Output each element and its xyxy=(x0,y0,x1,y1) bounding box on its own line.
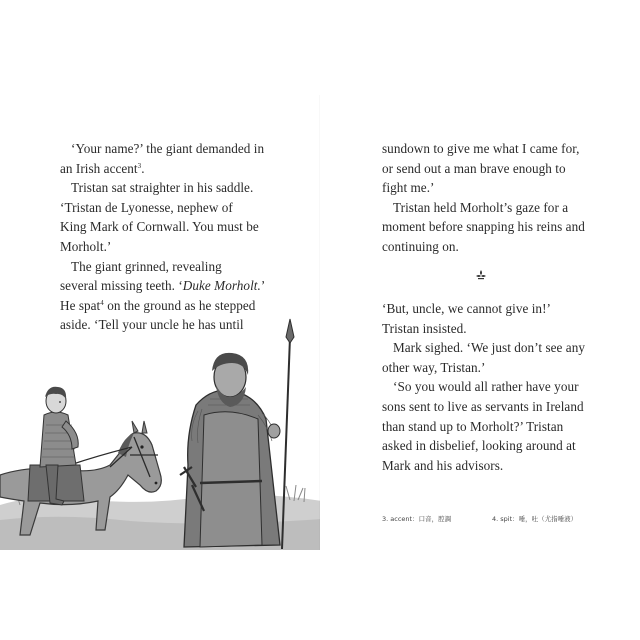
fleuron-icon xyxy=(474,268,488,282)
footnote-spit: 4. spit：唾，吐（尤指唾液） xyxy=(492,515,578,523)
text-line: ‘But, uncle, we cannot give in!’ xyxy=(382,301,551,316)
text-line: or send out a man brave enough to xyxy=(382,160,566,176)
footnote-marker: 3 xyxy=(137,161,142,170)
text-line: Mark and his advisors. xyxy=(382,457,504,473)
right-page-text-bottom xyxy=(382,299,632,475)
footnote-accent: 3. accent：口音，腔調 xyxy=(382,515,452,523)
text-line: ‘Your name?’ the giant demanded in xyxy=(71,141,265,156)
text-line: sundown to give me what I came for, xyxy=(382,141,580,156)
footnote-marker: 4 xyxy=(100,298,104,307)
tristan-morholt-illustration xyxy=(0,315,322,550)
right-page-text-top xyxy=(382,139,632,257)
text-line: The giant grinned, revealing xyxy=(71,258,222,274)
text-line: He spat$^4$ on the ground as he stepped xyxy=(60,297,256,313)
text-line: Mark sighed. ‘We just don’t see any xyxy=(393,340,585,356)
text-line: Morholt.’ xyxy=(60,238,112,254)
text-line: Tristan insisted. xyxy=(382,320,467,336)
left-page-text xyxy=(60,139,310,335)
text-line: aside. ‘Tell your uncle he has until xyxy=(60,317,244,333)
text-line: other way, Tristan.’ xyxy=(382,359,486,375)
text-line: sons sent to live as servants in Ireland xyxy=(382,398,584,414)
text-line: asked in disbelief, looking around at xyxy=(382,438,576,454)
text-line: moment before snapping his reins and xyxy=(382,219,585,235)
text-line: Tristan held Morholt’s gaze for a xyxy=(393,199,569,215)
text-line: than stand up to Morholt?’ Tristan xyxy=(382,418,564,434)
text-line: fight me.’ xyxy=(382,180,435,196)
text-line: ‘Tristan de Lyonesse, nephew of xyxy=(60,199,233,215)
text-line: King Mark of Cornwall. You must be xyxy=(60,219,259,235)
text-line: several missing teeth. ‘Duke Morholt.’ xyxy=(60,278,266,294)
text-line: an Irish accent$^3$. xyxy=(60,160,145,176)
text-line: continuing on. xyxy=(382,238,459,254)
text-line: Tristan sat straighter in his saddle. xyxy=(71,180,254,196)
text-line: ‘So you would all rather have your xyxy=(393,379,579,395)
